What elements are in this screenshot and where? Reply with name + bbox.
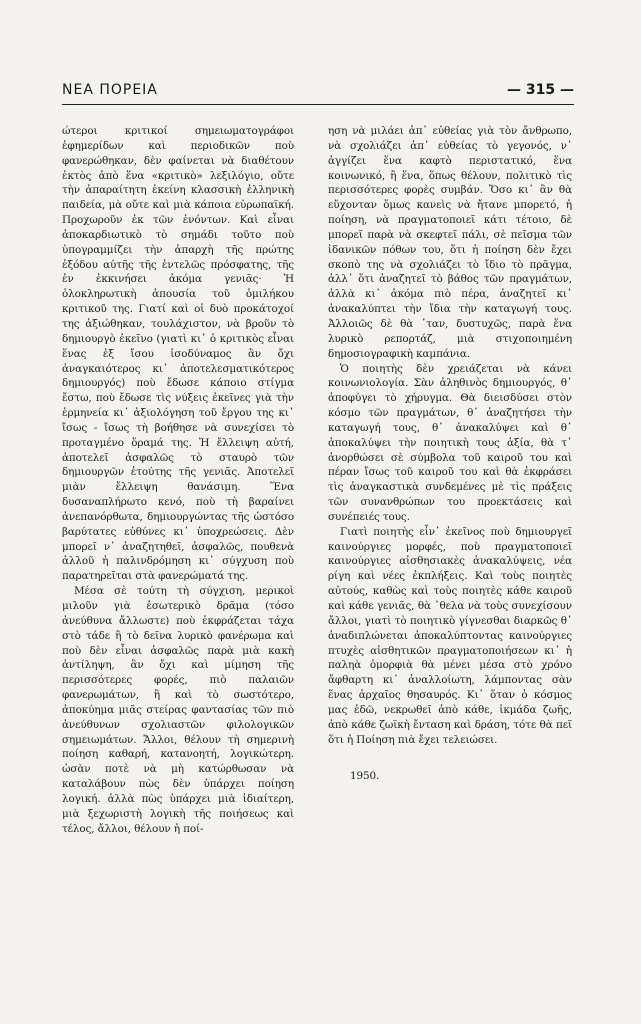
date-line: 1950. (350, 770, 380, 783)
journal-title: ΝΕΑ ΠΟΡΕΙΑ (62, 82, 158, 98)
paragraph: Ὁ ποιητὴς δὲν χρειάζεται νὰ κάνει κοινωνιολογία. Σὰν ἀληθινὸς δημιουργός, θ᾿ ἀποφύγει τὸ χήρυγμα. Θὰ διεισδύσει στὸν κόσμο τῶν πραγμάτων, θ᾿ ἀναζητήσει τὴν καταγωγή τους, θ᾿ ἀνακαλύψει καὶ θ᾿ ἀποκαλύψει τὴν ποιητικὴ τους ἀξία, θὰ τ᾿ ἀνορθώσει σὲ σύμβολα τοῦ καιροῦ του καὶ πέραν ἴσως τοῦ καιροῦ του καὶ θὰ ἐκφράσει τὶς ἀναγκαστικὰ συνδεμένες μὲ τὶς πράξεις τῶν συνανθρώπων του προεκτάσεις καὶ συνέπειές τους. (328, 362, 572, 523)
right-column (328, 124, 572, 784)
left-column (62, 124, 294, 837)
running-header (62, 80, 574, 105)
paragraph: ηση νὰ μιλάει ἀπ᾿ εὐθείας γιὰ τὸν ἄνθρωπο, νὰ σχολιάζει ἀπ᾿ εὐθείας τὸ γεγονός, ν᾿ ἀγγίζει ἕνα καφτὸ περιστατικό, ἕνα κοινωνικό, ἢ ἕνα, ὅπως θέλουν, πολιτικὸ τὶς περισσότερες φορὲς συμβάν. Ὅσο κι᾿ ἂν θὰ εὔχονταν ὅμως κανεὶς νὰ ἤτανε μπορετό, ἡ ποίηση, νὰ πραγματοποιεῖ κάτι τέτοιο, δὲ μπορεῖ παρὰ νὰ σκεφτεῖ πάλι, σὲ πεῖσμα τῶν ἰδανικῶν πόθων του, ὅτι ἡ ποίηση δὲν ἔχει σκοπὸ της νὰ σχολιάζει τὸ ἴδιο τὸ πρᾶγμα, ἀλλ᾿ ὅτι ἀναζητεῖ τὸ βάθος τῶν πραγμάτων, ἀλλὰ κι᾿ ἀκόμα πιὸ πέρα, ἀναζητεῖ κι᾿ ἀνακαλύπτει τὴν ἴδια τὴν καταγωγή τους. Ἀλλοιῶς δὲ θὰ ᾿ταν, δυστυχῶς, παρὰ ἕνα λυρικὸ ρεπορτάζ, μιὰ στιχοποιημένη δημοσιογραφικὴ καμπάνια. (328, 125, 572, 360)
paragraph: Μέσα σὲ τούτη τὴ σύγχιση, μερικοὶ μιλοῦν γιὰ ἐσωτερικὸ δρᾶμα (τόσο ἀνεύθυνα ἄλλωστε) ποὺ ἐκφράζεται τάχα στὸ τάδε ἢ τὸ δεῖνα λυρικὸ φανέρωμα καὶ ποὺ δὲν εἶναι ἀσφαλῶς παρὰ μιὰ κακὴ ἀντίληψη, ἂν ὄχι καὶ μίμηση τῆς περισσότερες φορές, πιὸ παλαιῶν φανερωμάτων, ἢ καὶ τὸ σωστότερο, ἀποκύημα μιᾶς στείρας φαντασίας τῶν πιὸ ἀνεύθυνων σχολιαστῶν φιλολογικῶν σημειωμάτων. Ἄλλοι, θέλουν τὴ σημερινὴ ποίηση καθαρή, κατανοητή, λογικώτερη. ὡσὰν ποτὲ νὰ μὴ κατώρθωσαν νὰ καταλάβουν πὼς δὲν ὑπάρχει ποίηση λογική. ἀλλὰ πὼς ὑπάρχει μιὰ ἰδιαίτερη, μιὰ ξεχωριστὴ λογικὴ τῆς ποιήσεως καὶ τέλος, ἄλλοι, θέλουν ἡ ποί- (62, 585, 294, 835)
paragraph: Γιατὶ ποιητὴς εἶν᾿ ἐκεῖνος ποὺ δημιουργεῖ καινούργιες μορφές, ποὺ πραγματοποιεῖ καινούργιες αἰσθησιακὲς ἀνακαλύψεις, νέα ρίγη καὶ νέες ἐκπλήξεις. Καὶ τοὺς ποιητὲς αὐτούς, καθὼς καὶ τοὺς ποιητὲς κάθε καιροῦ καὶ κάθε γενιᾶς, θὰ ᾿θελα νὰ τοὺς συνεχίσουν ἄλλοι, γιατὶ τὸ ποιητικὸ γίγνεσθαι διαρκῶς θ᾿ ἀναδιπλώνεται ἀποκαλύπτοντας καινούργιες πτυχὲς αἰσθητικῶν πραγματοποιήσεων κι᾿ ἡ παληὰ ὁμορφιὰ θὰ μένει μέσα στὸ χρόνο ἄφθαρτη κι᾿ ἀναλλοίωτη, λάμποντας σὰν ἕνας ἀρχαῖος θησαυρός. Κι᾿ ὅταν ὁ κόσμος μας ἐδῶ, νεκρωθεῖ ἀπὸ κάθε, ἰκμάδα ζωῆς, ἀπὸ κάθε ζωϊκὴ ἔνταση καὶ δράση, τότε θὰ πεῖ ὅτι ἡ Ποίηση πιὰ ἔχει τελειώσει. (328, 525, 572, 746)
page-number: — 315 — (507, 82, 574, 98)
paragraph: ώτεροι κριτικοί σημειωματογράφοι ἐφημερίδων καὶ περιοδικῶν ποὺ φανερώθηκαν, δὲν φαίνεται νὰ διαθέτουν ἐκτὸς ἀπὸ ἕνα «κριτικὸ» λεξιλόγιο, οὔτε τὴν ἀπαραίτητη ἐκείνη κλασσικὴ ἑλληνικὴ παιδεία, μὰ οὔτε καὶ μιὰ κάποια εὐρωπαϊκή. Προχωροῦν ἐκ τῶν ἐνόντων. Καὶ εἶναι ἀποκαρδιωτικὸ τὸ σημάδι τοῦτο ποὺ ὑπογραμμίζει τὴν ἀπαρχὴ τῆς πρώτης ἐξόδου αὐτῆς τῆς ἐντελῶς πρόσφατης, τῆς ἐν ἐκκινήσει ἀκόμα γενιᾶς· Ἡ ὁλοκληρωτικὴ ἀπουσία τοῦ ὁμιλήκου κριτικοῦ της. Γιατί καὶ οἱ δυὸ προκάτοχοί της ἀξιώθηκαν, τουλάχιστον, νὰ βροῦν τὸ δημιουργὸ ἐκεῖνο (γιατὶ κι᾿ ὁ κριτικὸς εἶναι ἕνας ἐξ ἴσου ἰσοδύναμος ἂν ὄχι ἀναγκαιότερος κι᾿ ἀποτελεσματικότερος δημιουργός) ποὺ ἔδωσε κάποιο στίγμα ἔστω, ποὺ ἔδωσε τὶς νύξεις ἐκεῖνες γιὰ τὴν ἑρμηνεία κι᾿ ἀξιολόγηση τοῦ ἔργου της κι᾿ ἴσως - ἴσως τὴ βοήθησε νὰ συνεχίσει τὸ προταγμένο ὅραμά της. Ἡ ἔλλειψη αὐτή, ἀποτελεῖ ἀσφαλῶς τὸ σταυρὸ τῶν δημιουργῶν ἐτούτης τῆς γενιᾶς. Ἀποτελεῖ μιὰν ἔλλειψη θανάσιμη. Ἕνα δυσαναπλήρωτο κενό, ποὺ τὴ βαραίνει ἀνεπανόρθωτα, δημιουργώντας τῆς ὡστόσο βαρύτατες εὐθύνες κι᾿ ὑποχρεώσεις. Δὲν μπορεῖ ν᾿ ἀναζητηθεῖ, ἀσφαλῶς, πουθενὰ ἀλλοῦ ἡ παλινδρόμηση κι᾿ σύγχυση ποὺ παρατηρεῖται στὰ φανερώματά της. (62, 125, 294, 583)
